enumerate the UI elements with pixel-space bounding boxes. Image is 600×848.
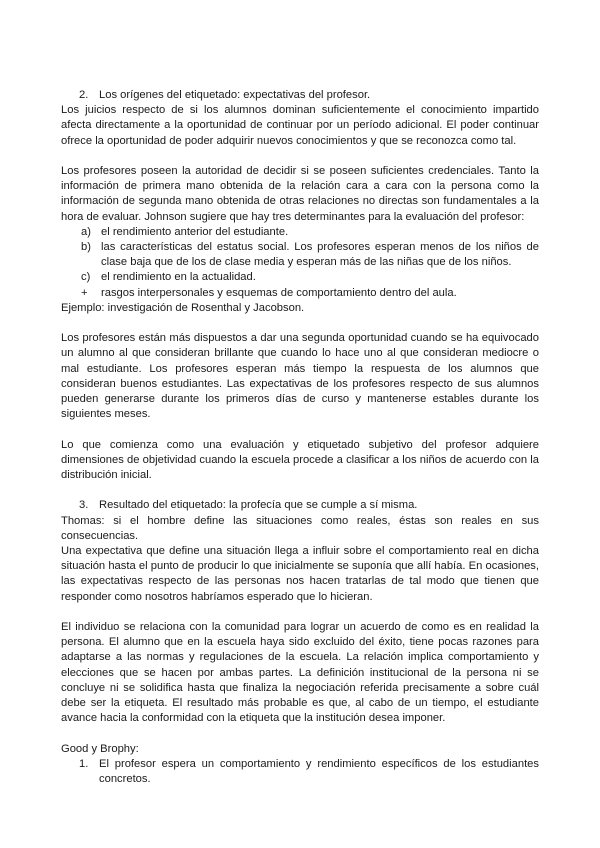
section-number: 3. xyxy=(79,499,89,512)
section-number: 2. xyxy=(79,89,89,101)
section-heading-2 xyxy=(61,88,539,103)
section-title: Resultado del etiquetado: la profecía que se cumple a sí misma. xyxy=(99,499,418,512)
list-marker: 1. xyxy=(79,757,89,770)
paragraph-good-brophy: Good y Brophy: xyxy=(61,742,139,755)
list-marker: c) xyxy=(81,271,91,284)
list-text: el rendimiento en la actualidad. xyxy=(101,271,256,284)
list-marker: b) xyxy=(81,241,91,254)
list-text: el rendimiento anterior del estudiante. xyxy=(101,225,289,238)
list-marker: a) xyxy=(81,225,91,238)
section-title: Los orígenes del etiquetado: expectativas del profesor. xyxy=(99,89,371,101)
list-item xyxy=(61,757,539,787)
paragraph-thomas: Thomas: si el hombre define las situaciones como reales, éstas son reales en sus consecuencias. xyxy=(61,514,539,542)
list-item xyxy=(61,240,539,270)
document-body xyxy=(61,88,539,787)
list-text: las características del estatus social. Los profesores esperan menos de los niños de clase baja que de los de clase media y esperan más de las niñas que de los niños. xyxy=(101,241,539,269)
determinants-list xyxy=(61,225,539,301)
section-heading-3 xyxy=(61,498,539,513)
paragraph-juicios: Los juicios respecto de si los alumnos dominan suficientemente el conocimiento impartido afecta directamente a la oportunidad de continuar por un período adicional. El poder continuar ofrece la oportunidad de poder adquirir nuevos conocimientos y que se reconozca como tal. xyxy=(61,104,539,147)
good-brophy-list xyxy=(61,757,539,787)
paragraph-expectativa: Una expectativa que define una situación llega a influir sobre el comportamiento real en dicha situación hasta el punto de producir lo que inicialmente se suponía que allí había. En ocasiones, las expectativas respecto de las personas nos hacen tratarlas de tal modo que tienen que responder como nosotros habríamos esperado que lo hicieran. xyxy=(61,545,539,603)
list-text: rasgos interpersonales y esquemas de comportamiento dentro del aula. xyxy=(101,286,457,299)
paragraph-objetividad: Lo que comienza como una evaluación y etiquetado subjetivo del profesor adquiere dimensiones de objetividad cuando la escuela procede a clasificar a los niños de acuerdo con la distribución inicial. xyxy=(61,438,539,482)
paragraph-autoridad: Los profesores poseen la autoridad de decidir si se poseen suficientes credenciales. Tanto la información de primera mano obtenida de la relación cara a cara con la persona como la información de segunda mano obtenida de otras relaciones no directas son fundamentales a la hora de evaluar. Johnson sugiere que hay tres determinantes para la evaluación del profesor: xyxy=(61,165,539,223)
paragraph-ejemplo: Ejemplo: investigación de Rosenthal y Jacobson. xyxy=(61,301,305,314)
list-item xyxy=(61,286,539,301)
list-item xyxy=(61,225,539,240)
paragraph-segunda-oportunidad: Los profesores están más dispuestos a dar una segunda oportunidad cuando se ha equivocado un alumno al que consideran brillante que cuando lo hace uno al que consideran mediocre o mal estudiante. Los profesores esperan más tiempo la respuesta de los alumnos que consideran buenos estudiantes. Las expectativas de los profesores respecto de sus alumnos pueden generarse durante los primeros días de curso y mantenerse estables durante los siguientes meses. xyxy=(61,332,539,421)
list-item xyxy=(61,270,539,285)
list-marker: + xyxy=(81,286,88,299)
list-text: El profesor espera un comportamiento y rendimiento específicos de los estudiantes concretos. xyxy=(99,757,539,786)
paragraph-individuo: El individuo se relaciona con la comunidad para lograr un acuerdo de como es en realidad la persona. El alumno que en la escuela haya sido excluido del éxito, tiene pocas razones para adaptarse a las normas y regulaciones de la escuela. La relación implica comportamiento y elecciones que se hacen por ambas partes. La definición institucional de la persona ni se concluye ni se solidifica hasta que finaliza la negociación referida precisamente a sobre cuál debe ser la etiqueta. El resultado más probable es que, al cabo de un tiempo, el estudiante avance hacia la conformidad con la etiqueta que la institución desea imponer. xyxy=(61,621,539,725)
